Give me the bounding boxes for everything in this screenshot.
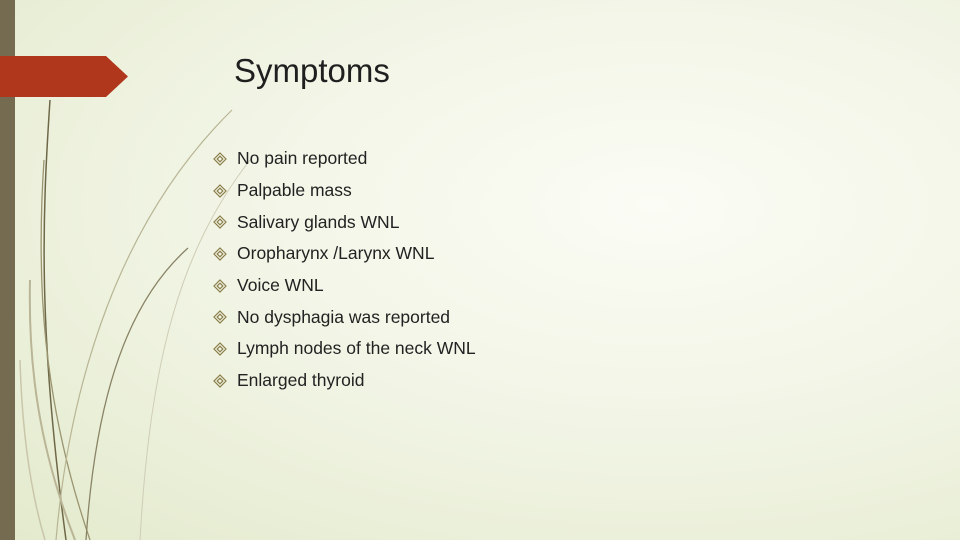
list-item: [213, 301, 476, 333]
diamond-bullet-icon: [213, 247, 227, 261]
list-item: [213, 175, 476, 207]
slide-title: Symptoms: [234, 52, 390, 89]
bullet-text: Enlarged thyroid: [237, 370, 365, 391]
diamond-bullet-icon: [213, 279, 227, 293]
list-item: [213, 333, 476, 365]
bullet-text: No pain reported: [237, 148, 368, 169]
list-item: [213, 270, 476, 302]
bullet-text: Lymph nodes of the neck WNL: [237, 338, 476, 359]
list-item: [213, 365, 476, 397]
diamond-bullet-icon: [213, 310, 227, 324]
diamond-bullet-icon: [213, 184, 227, 198]
diamond-bullet-icon: [213, 374, 227, 388]
bullet-text: No dysphagia was reported: [237, 306, 451, 327]
list-item: [213, 238, 476, 270]
diamond-bullet-icon: [213, 342, 227, 356]
list-item: [213, 143, 476, 175]
diamond-bullet-icon: [213, 215, 227, 229]
bullet-text: Oropharynx /Larynx WNL: [237, 243, 435, 264]
list-item: [213, 206, 476, 238]
diamond-bullet-icon: [213, 152, 227, 166]
title-accent-tab: [0, 56, 128, 97]
bullet-text: Voice WNL: [237, 275, 324, 296]
bullet-text: Palpable mass: [237, 180, 352, 201]
bullet-text: Salivary glands WNL: [237, 211, 400, 232]
bullet-list: [213, 143, 476, 397]
